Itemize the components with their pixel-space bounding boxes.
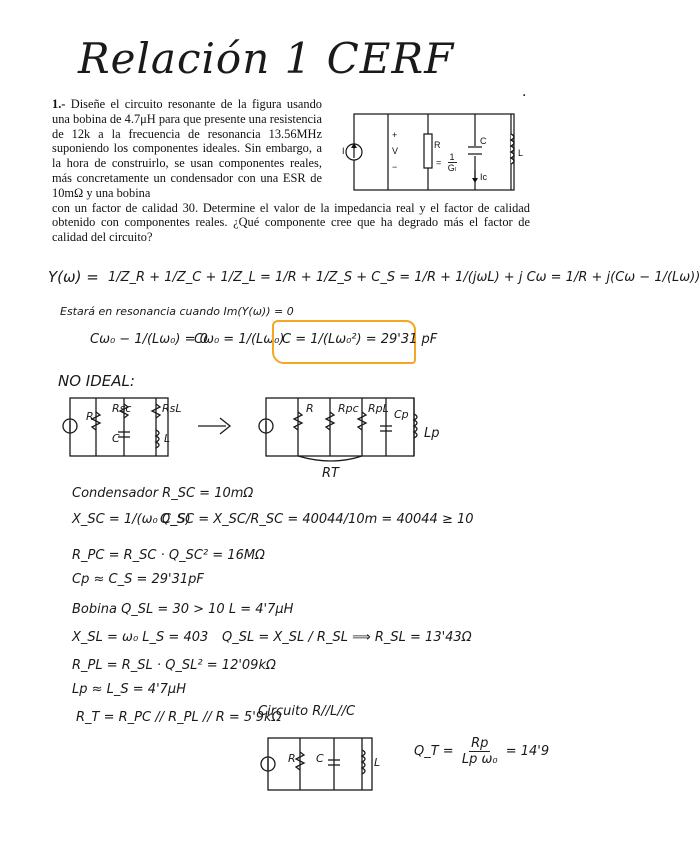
fig-label-source: I (342, 146, 345, 156)
resistor-eq-den: Gₗ (447, 163, 457, 173)
c1-label-rsl: RsL (162, 402, 182, 415)
rt-label: RT (322, 466, 339, 481)
rpc-line: R_PC = R_SC · Q_SC² = 16MΩ (72, 548, 265, 563)
fig-label-resistor-eq: = $\frac{1}{\text{Gₗ}}$ (436, 152, 457, 173)
resistor-eq-frac (446, 152, 459, 174)
resonance-result: C = 1/(Lω₀²) = 29'31 pF (282, 332, 438, 347)
qt-formula (414, 736, 549, 767)
c1-label-c: C (112, 432, 120, 445)
qt-frac (460, 736, 500, 767)
fig-label-plus: + (392, 130, 398, 140)
resonance-eq1: Cω₀ − 1/(Lω₀) = 0 (90, 332, 208, 347)
problem-number: 1.- (52, 97, 66, 111)
condensador-line: Condensador R_SC = 10mΩ (72, 486, 254, 501)
problem-line-0: Diseñe el circuito resonante de la figura usando (70, 97, 322, 111)
qt-value: = 14'9 (505, 744, 550, 759)
problem-line-5: componentes reales, más concretamente un (52, 156, 322, 185)
problem-line-4: Sin embargo, a la hora de construirlo, se usan (52, 141, 322, 171)
problem-line-2: resistencia de 12k a la frecuencia de resonancia (52, 111, 322, 141)
rpl-line: R_PL = R_SL · Q_SL² = 12'09kΩ (72, 658, 276, 673)
circuito-line: Circuito R//L//C (258, 704, 356, 719)
qt-num: Rp (471, 736, 489, 751)
circuit-figure-svg (340, 108, 530, 196)
c2-label-r: R (306, 402, 314, 415)
cp-line: Cp ≈ C_S = 29'31pF (72, 572, 204, 587)
page-title: Relación 1 CERF (78, 34, 455, 83)
c2-label-rpl: RpL (368, 402, 389, 415)
problem-line-3: 13.56MHz suponiendo los componentes ideales. (52, 126, 322, 156)
qt-den: Lp ω₀ (461, 752, 498, 767)
xsl-line: X_SL = ω₀ L_S = 403 (72, 630, 209, 645)
fig-label-current-c: Ic (480, 172, 488, 182)
fig-label-capacitor: C (480, 136, 487, 146)
circuit-frame (354, 114, 514, 190)
lp-line: Lp ≈ L_S = 4'7μH (72, 682, 186, 697)
c2-label-lp: Lp (424, 426, 440, 441)
c3-label-r: R (288, 752, 296, 765)
admittance-terms: 1/Z_R + 1/Z_C + 1/Z_L = 1/R + 1/Z_S + C_S = 1/R + 1/(jωL) + j Cω = 1/R + j(Cω − 1/(Lω)) (108, 270, 700, 285)
resistor-eq-num: 1 (449, 152, 455, 162)
c2-label-cp: Cp (394, 408, 409, 421)
qsl-line: Q_SL = X_SL / R_SL ⟹ R_SL = 13'43Ω (222, 630, 472, 645)
problem-column (52, 97, 322, 201)
rt-line: R_T = R_PC // R_PL // R = 5'9kΩ (76, 710, 282, 725)
resistor-icon (424, 134, 432, 168)
resonance-text: Estará en resonancia cuando Im(Y(ω)) = 0 (60, 305, 294, 318)
problem-line-6: condensador con una ESR de 10mΩ y una bobina (52, 170, 322, 200)
fig-label-inductor: L (518, 148, 524, 158)
c3-label-l: L (374, 756, 381, 769)
c1-label-l: L (164, 432, 171, 445)
no-ideal-heading: NO IDEAL: (58, 372, 135, 390)
circuit-figure (340, 108, 530, 196)
problem-tail: con un factor de calidad 30. Determine el valor de la impedancia real y el factor de calidad obtenido con componentes reales. ¿Qué componente cree que ha degrado más el factor de calidad del circuito? (52, 200, 530, 245)
qsc-line: Q_SC = X_SC/R_SC = 40044/10m = 40044 ≥ 10 (160, 512, 474, 527)
c3-label-c: C (316, 752, 324, 765)
fig-label-resistor: R (434, 140, 441, 150)
xsc-line: X_SC = 1/(ω₀ C_S) (72, 512, 191, 527)
c1-label-r: R (86, 410, 94, 423)
inductor-icon (511, 134, 514, 164)
problem-line-1: una bobina de 4.7μH para que presente una (52, 111, 267, 126)
fig-label-voltage: V (392, 146, 399, 156)
fig-label-minus: − (392, 162, 398, 172)
resonance-eq2: Cω₀ = 1/(Lω₀) (194, 332, 285, 347)
c1-label-rsc: Rsc (112, 402, 132, 415)
c2-label-rpc: Rpc (338, 402, 359, 415)
qt-lhs: Q_T = (414, 744, 454, 759)
bobina-line: Bobina Q_SL = 30 > 10 L = 4'7μH (72, 602, 294, 617)
admittance-lhs: Y(ω) = (48, 268, 99, 286)
decorative-dot: · (522, 88, 527, 104)
